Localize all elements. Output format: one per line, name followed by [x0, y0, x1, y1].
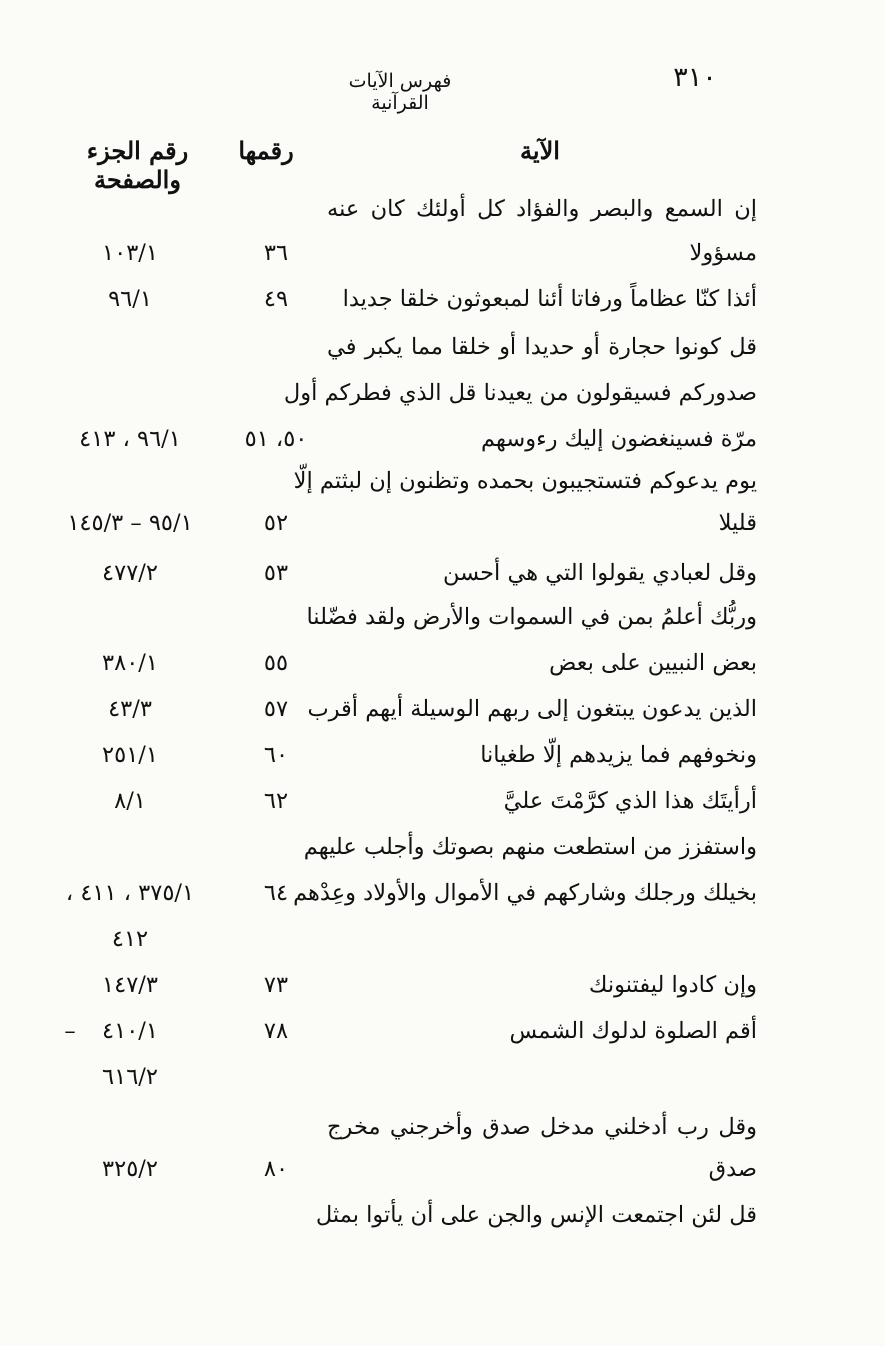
verse-line: واستفزز من استطعت منهم بصوتك وأجلب عليهم	[303, 834, 757, 860]
verse-number: ٥٣	[263, 560, 289, 586]
part-page-ref: ١٤٧/٣	[102, 972, 158, 998]
verse-number: ٦٤	[263, 880, 289, 906]
part-page-ref: ٣٧٥/١ ، ٤١١ ،	[65, 880, 195, 906]
verse-number: ٥٠، ٥١	[244, 426, 308, 452]
verse-line: وربُّك أعلمُ بمن في السموات والأرض ولقد فضّلنا	[306, 604, 757, 630]
verse-number: ٧٣	[263, 972, 289, 998]
verse-line: أقم الصلوة لدلوك الشمس	[509, 1018, 757, 1044]
verse-number: ٦٢	[263, 788, 289, 814]
column-header-verse: الآية	[520, 136, 560, 165]
verse-line: قل لئن اجتمعت الإنس والجن على أن يأتوا بمثل	[315, 1202, 757, 1228]
part-page-ref: ٣٢٥/٢	[102, 1156, 158, 1182]
part-page-ref: ٩٥/١ – ١٤٥/٣	[67, 510, 193, 536]
verse-line: وقل رب أدخلني مدخل صدق وأخرجني مخرج	[327, 1114, 757, 1140]
verse-line: ونخوفهم فما يزيدهم إلّا طغيانا	[480, 742, 757, 768]
part-page-ref-dash: –	[64, 1018, 76, 1044]
verse-number: ٥٥	[263, 650, 289, 676]
part-page-ref-continued: ٤١٢	[111, 926, 149, 952]
verse-line: صدوركم فسيقولون من يعيدنا قل الذي فطركم أول	[283, 380, 757, 406]
verse-line: أئذا كنّا عظاماً ورفاتا أئنا لمبعوثون خلقا جديدا	[342, 286, 757, 312]
verse-number: ٥٢	[263, 510, 289, 536]
verse-number: ٤٩	[263, 286, 289, 312]
part-page-ref: ٨/١	[114, 788, 146, 814]
verse-line: قليلا	[718, 510, 757, 536]
verse-line: قل كونوا حجارة أو حديدا أو خلقا مما يكبر في	[327, 334, 757, 360]
verse-line: بعض النبيين على بعض	[549, 650, 757, 676]
verse-line: مسؤولا	[689, 240, 757, 266]
part-page-ref: ١٠٣/١	[102, 240, 158, 266]
verse-line: إن السمع والبصر والفؤاد كل أولئك كان عنه	[327, 196, 757, 222]
verse-line: أرأيتَك هذا الذي كرَّمْتَ عليَّ	[503, 788, 757, 814]
part-page-ref: ٩٦/١	[108, 286, 152, 312]
verse-line: بخيلك ورجلك وشاركهم في الأموال والأولاد وعِدْهم	[293, 880, 757, 906]
part-page-ref: ٢٥١/١	[102, 742, 158, 768]
verse-line: وقل لعبادي يقولوا التي هي أحسن	[442, 560, 757, 586]
verse-number: ٥٧	[263, 696, 289, 722]
verse-number: ٨٠	[263, 1156, 289, 1182]
column-header-verse-number: رقمها	[238, 136, 294, 165]
part-page-ref: ٣٨٠/١	[102, 650, 158, 676]
part-page-ref: ٤٣/٣	[108, 696, 152, 722]
verse-number: ٣٦	[263, 240, 289, 266]
verse-line: يوم يدعوكم فتستجيبون بحمده وتظنون إن لبثتم إلّا	[293, 468, 757, 494]
column-header-part-page: رقم الجزء والصفحة	[86, 136, 189, 194]
verse-number: ٧٨	[263, 1018, 289, 1044]
part-page-ref: ٩٦/١ ، ٤١٣	[79, 426, 181, 452]
verse-line: الذين يدعون يبتغون إلى ربهم الوسيلة أيهم أقرب	[307, 696, 757, 722]
verse-line: وإن كادوا ليفتنونك	[588, 972, 757, 998]
verse-line: مرّة فسينغضون إليك رءوسهم	[481, 426, 757, 452]
part-page-ref: ٤٧٧/٢	[102, 560, 158, 586]
page-number: ٣١٠	[673, 62, 717, 93]
part-page-ref-continued: ٦١٦/٢	[102, 1064, 158, 1090]
running-header-title: فهرس الآيات القرآنية	[348, 70, 452, 114]
part-page-ref: ٤١٠/١	[102, 1018, 158, 1044]
verse-number: ٦٠	[263, 742, 289, 768]
verse-line: صدق	[708, 1156, 757, 1182]
